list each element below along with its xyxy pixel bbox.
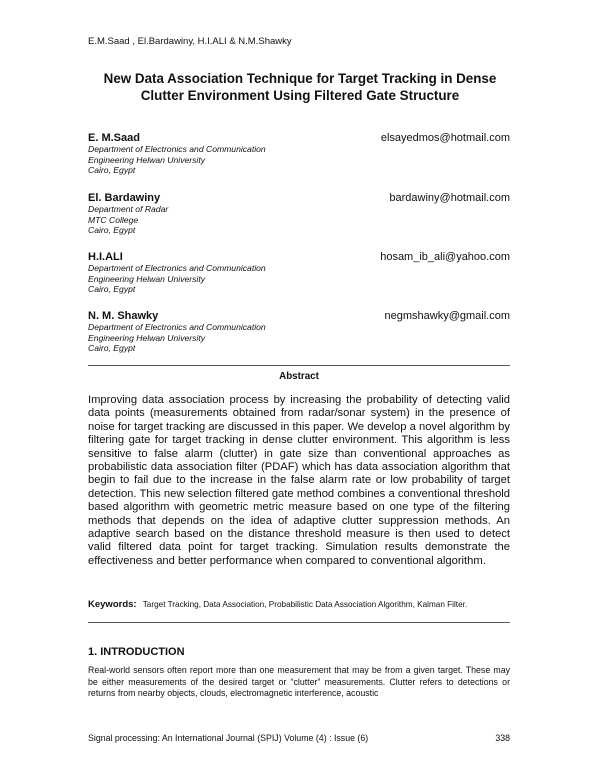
paper-title — [60, 70, 540, 104]
affiliation-line: Cairo, Egypt — [88, 343, 136, 353]
author-block — [88, 132, 510, 176]
author-affiliation — [88, 144, 510, 176]
section-divider — [88, 622, 510, 623]
author-email: negmshawky@gmail.com — [384, 310, 510, 322]
keywords-label: Keywords: — [88, 599, 137, 610]
page-number: 338 — [495, 733, 510, 743]
author-email: bardawiny@hotmail.com — [389, 192, 510, 204]
affiliation-line: Cairo, Egypt — [88, 225, 136, 235]
author-name: E. M.Saad — [88, 132, 140, 144]
affiliation-line: Department of Electronics and Communication — [88, 263, 266, 273]
abstract-text: Improving data association process by increasing the probability of detecting valid data points (measurements obtained from radar/sonar system) in the presence of noise for target tracking are discussed in this paper. We develop a novel algorithm by filtering gate for target tracking in dense clutter environment. This algorithm is less sensitive to false alarm (clutter) in gate size than conventional approaches as probabilistic data association filter (PDAF) which has data association algorithm that begin to fail due to the increase in the false alarm rate or low probability of target detection. This new selection filtered gate method combines a conventional threshold based algorithm with geometric metric measure based on one type of the filtering methods that depends on the idea of adaptive clutter suppression methods. An adaptive search based on the distance threshold measure is then used to detect valid filtered data point for target tracking. Simulation results demonstrate the effectiveness and better performance when compared to conventional algorithm. — [88, 394, 510, 567]
affiliation-line: Cairo, Egypt — [88, 165, 136, 175]
introduction-text: Real-world sensors often report more than one measurement that may be from a given target. These may be either measurements of the desired target or “clutter” measurements. Clutter refers to detections or returns from nearby objects, clouds, electromagnetic interference, acoustic — [88, 665, 510, 699]
author-email: elsayedmos@hotmail.com — [380, 132, 510, 144]
author-email: hosam_ib_ali@yahoo.com — [380, 251, 510, 263]
author-affiliation — [88, 263, 510, 295]
author-block — [88, 192, 510, 236]
author-name: H.I.ALI — [88, 251, 123, 263]
author-name: N. M. Shawky — [88, 310, 159, 322]
affiliation-line: MTC College — [88, 214, 139, 225]
affiliation-line: Engineering Helwan University — [88, 154, 206, 165]
author-name: El. Bardawiny — [88, 192, 161, 204]
affiliation-line: Engineering Helwan University — [88, 332, 206, 343]
keywords — [88, 599, 518, 610]
affiliation-line: Cairo, Egypt — [88, 284, 136, 294]
affiliation-line: Department of Radar — [88, 204, 169, 214]
author-affiliation — [88, 322, 510, 354]
title-line: New Data Association Technique for Target Tracking in Dense — [103, 71, 497, 86]
affiliation-line: Department of Electronics and Communication — [88, 144, 266, 154]
title-line: Clutter Environment Using Filtered Gate Structure — [140, 88, 460, 103]
affiliation-line: Department of Electronics and Communication — [88, 322, 266, 332]
running-head: E.M.Saad , El.Bardawiny, H.I.ALI & N.M.Shawky — [88, 36, 292, 47]
abstract-heading: Abstract — [279, 371, 319, 382]
section-heading-introduction: 1. INTRODUCTION — [88, 646, 185, 658]
author-affiliation — [88, 204, 510, 236]
abstract-divider — [88, 365, 510, 366]
keywords-text: Target Tracking, Data Association, Probabilistic Data Association Algorithm, Kalman Filter. — [142, 600, 468, 609]
page-footer — [88, 733, 510, 743]
footer-journal: Signal processing: An International Journal (SPIJ) Volume (4) : Issue (6) — [88, 733, 369, 743]
author-block — [88, 251, 510, 295]
author-block — [88, 310, 510, 354]
affiliation-line: Engineering Helwan University — [88, 273, 206, 284]
